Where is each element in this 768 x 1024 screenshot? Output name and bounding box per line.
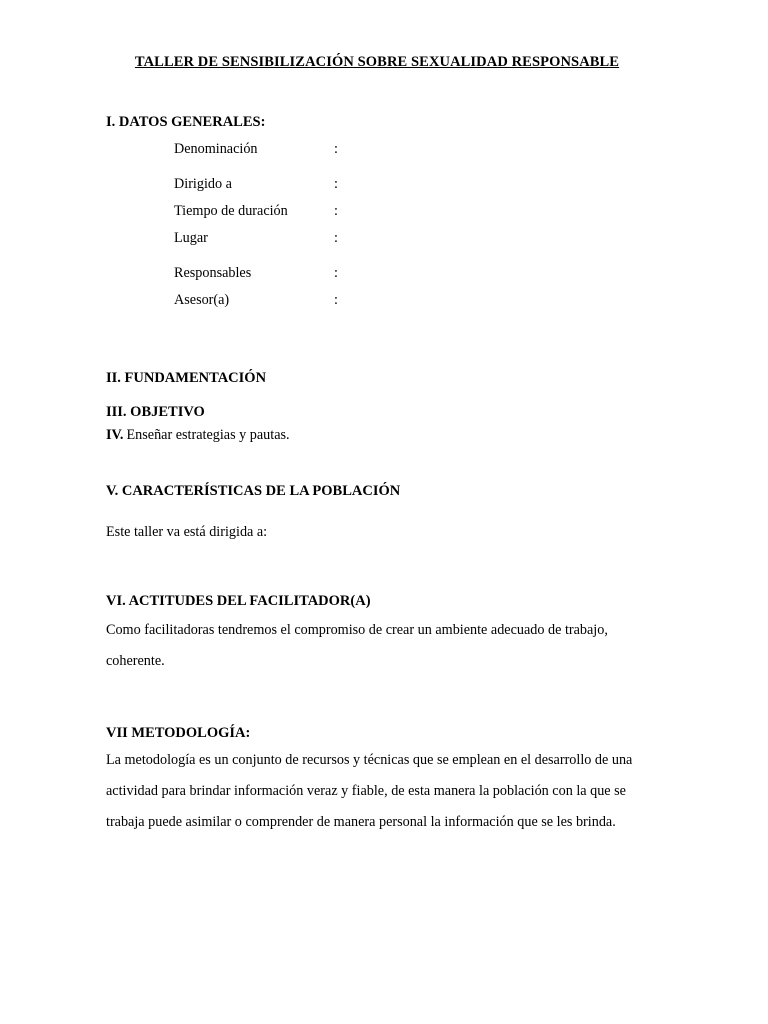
field-separator: : <box>334 202 338 219</box>
field-separator: : <box>334 175 338 192</box>
document-body <box>106 0 648 838</box>
field-label-lugar: Lugar <box>174 229 208 246</box>
field-separator: : <box>334 229 338 246</box>
section-heading-metodologia: VII METODOLOGÍA: <box>106 725 251 742</box>
actitudes-body: Como facilitadoras tendremos el compromiso de crear un ambiente adecuado de trabajo, coherente. <box>106 622 608 670</box>
field-label-dirigido-a: Dirigido a <box>174 175 232 192</box>
field-label-denominacion: Denominación <box>174 140 258 157</box>
field-label-responsables: Responsables <box>174 264 252 281</box>
section-heading-caracteristicas: V. CARACTERÍSTICAS DE LA POBLACIÓN <box>106 482 401 499</box>
section-heading-objetivo: III. OBJETIVO <box>106 404 205 421</box>
list-item <box>106 136 648 163</box>
section-heading-datos-generales: I. DATOS GENERALES: <box>106 113 266 130</box>
objetivo-item-number: IV. <box>106 427 124 444</box>
datos-generales-list <box>106 136 648 314</box>
field-label-tiempo-de-duracion: Tiempo de duración <box>174 202 288 219</box>
list-item <box>106 198 648 225</box>
section-heading-fundamentacion: II. FUNDAMENTACIÓN <box>106 369 267 386</box>
page-title: TALLER DE SENSIBILIZACIÓN SOBRE SEXUALIDAD RESPONSABLE <box>134 54 620 70</box>
list-item <box>106 260 648 287</box>
list-item <box>106 171 648 198</box>
field-label-asesor: Asesor(a) <box>174 291 230 308</box>
field-separator: : <box>334 140 338 157</box>
caracteristicas-body: Este taller va está dirigida a: <box>106 523 268 540</box>
section-heading-actitudes: VI. ACTITUDES DEL FACILITADOR(A) <box>106 592 371 609</box>
objetivo-item-text: Enseñar estrategias y pautas. <box>126 427 290 444</box>
objetivo-item <box>106 421 648 446</box>
field-separator: : <box>334 291 338 308</box>
metodologia-body: La metodología es un conjunto de recursos y técnicas que se emplean en el desarrollo de una actividad para brindar información veraz y fiable, de esta manera la población con la que se trabaja puede asimilar o comprender de manera personal la información que se les brinda. <box>106 752 633 831</box>
list-item <box>106 287 648 314</box>
field-separator: : <box>334 264 338 281</box>
list-item <box>106 225 648 252</box>
